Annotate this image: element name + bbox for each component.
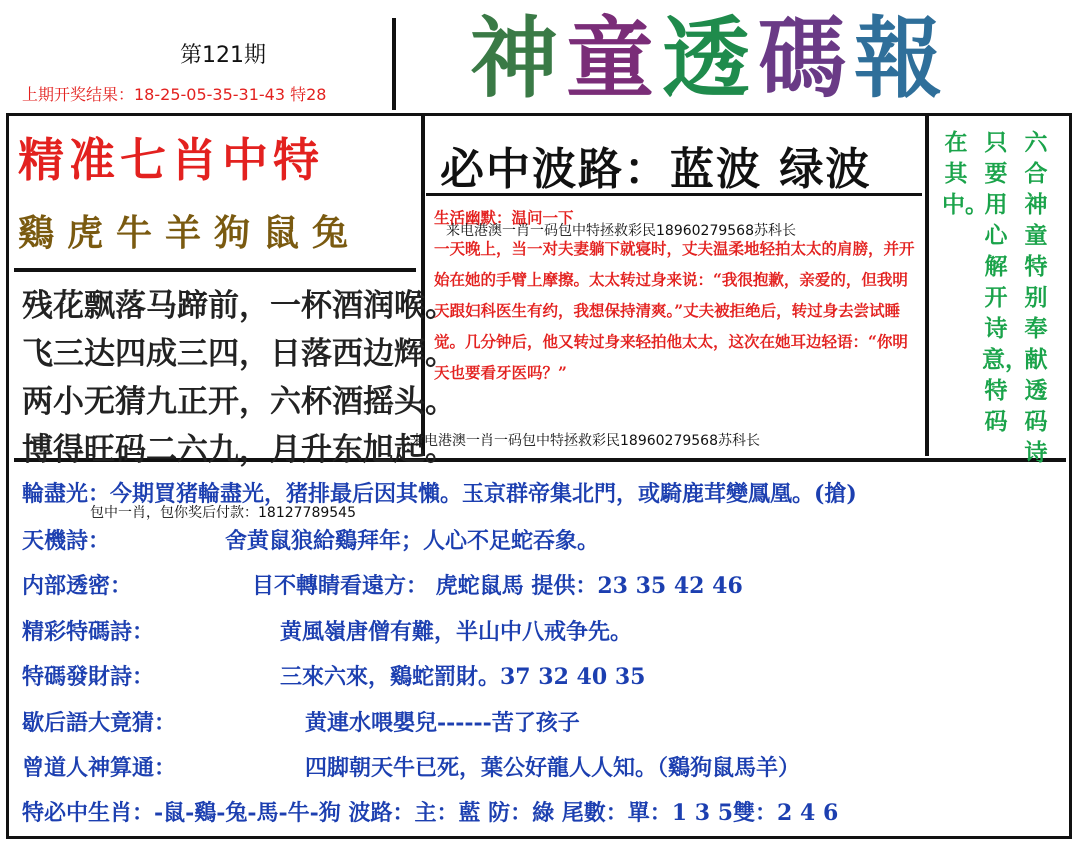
bottom-row xyxy=(22,524,110,555)
row-value: 四脚朝天牛已死，葉公好龍人人知。（鷄狗鼠馬羊） xyxy=(305,755,801,781)
row-value: 黄連水喂嬰兒------苦了孩子 xyxy=(305,710,580,736)
bottom-row xyxy=(22,706,176,737)
vertical-text-col: 六合神童特别奉献透码诗 xyxy=(1024,130,1048,466)
row-label: 特必中生肖： xyxy=(22,800,155,826)
row-label: 精彩特碼詩： xyxy=(22,619,155,645)
left-divider xyxy=(14,268,416,272)
row-value: -鼠-鷄-兔-馬-牛-狗 波路：主：藍 防：綠 尾數：單：1 3 5雙：2 4 6 xyxy=(154,800,839,826)
vertical-text-col: 在其中。 xyxy=(942,130,988,218)
wave-title: 必中波路：蓝波 绿波 xyxy=(440,144,872,195)
overlay-ad: 来电港澳一肖一码包中特拯救彩民18960279568苏科长 xyxy=(446,223,796,239)
bottom-row xyxy=(22,615,154,646)
row-label: 歇后語大竟猜： xyxy=(22,710,177,736)
row-value: 三來六來，鷄蛇罰財。37 32 40 35 xyxy=(280,664,646,690)
overlay-ad: 来电港澳一肖一码包中特拯救彩民18960279568苏科长 xyxy=(410,433,760,449)
masthead-char: 透 xyxy=(662,7,759,110)
story-body: 一天晚上，当一对夫妻躺下就寝时，丈夫温柔地轻拍太太的肩膀，并开始在她的手臂上摩擦。太太转过身来说：“我很抱歉，亲爱的，但我明天跟妇科医生有约，我想保持清爽。”丈夫被拒绝后，转过身去尝试睡觉。几分钟后，他又转过身来轻拍他太太，这次在她耳边轻语：“你明天也要看牙医吗？” xyxy=(434,239,915,382)
masthead-char: 報 xyxy=(854,7,951,110)
bottom-row xyxy=(22,569,132,600)
row-label: 天機詩： xyxy=(22,528,111,554)
seven-zodiac-list: 鷄虎牛羊狗鼠兔 xyxy=(18,213,362,254)
seven-zodiac-title: 精准七肖中特 xyxy=(18,133,324,187)
row-value: 目不轉睛看遠方： 虎蛇鼠馬 提供：23 35 42 46 xyxy=(252,573,743,599)
last-result: 上期开奖结果：18-25-05-35-31-43 特28 xyxy=(22,85,327,104)
bottom-row xyxy=(22,477,857,508)
vertical-text-col: 只要用心解开诗意，特码 xyxy=(982,130,1028,435)
issue-number: 第121期 xyxy=(180,43,266,68)
row-label: 曾道人神算通： xyxy=(22,755,177,781)
row-label: 輪盡光： xyxy=(22,481,111,507)
row-label: 特碼發財詩： xyxy=(22,664,155,690)
masthead-title xyxy=(470,4,950,114)
bottom-row xyxy=(22,796,838,827)
poem-line: 两小无猜九正开，六杯酒摇头。 xyxy=(22,384,456,420)
row-label: 内部透密： xyxy=(22,573,133,599)
poem-line: 博得旺码二六九，月升东旭起。 xyxy=(22,432,456,468)
bottom-row xyxy=(22,751,176,782)
column-divider-right xyxy=(925,116,929,456)
masthead-char: 碼 xyxy=(758,7,855,110)
row-value: 舍黄鼠狼給鷄拜年；人心不足蛇吞象。 xyxy=(225,528,600,554)
masthead-char: 童 xyxy=(566,7,663,110)
bottom-row xyxy=(22,660,154,691)
masthead-char: 神 xyxy=(470,7,567,110)
row-value: 黄風嶺唐僧有難，半山中八戒争先。 xyxy=(280,619,633,645)
story-title: 生活幽默：温问一下 xyxy=(434,208,574,227)
poem-line: 残花飘落马蹄前，一杯酒润喉。 xyxy=(22,288,456,324)
overlay-ad: 包中一肖，包你奖后付款：18127789545 xyxy=(90,505,356,521)
poem-line: 飞三达四成三四，日落西边辉。 xyxy=(22,336,456,372)
header-divider xyxy=(392,18,396,110)
row-value: 今期買猪輪盡光，猪排最后因其懶。玉京群帝集北門，或騎鹿茸變鳳凰。(搶) xyxy=(110,481,857,507)
